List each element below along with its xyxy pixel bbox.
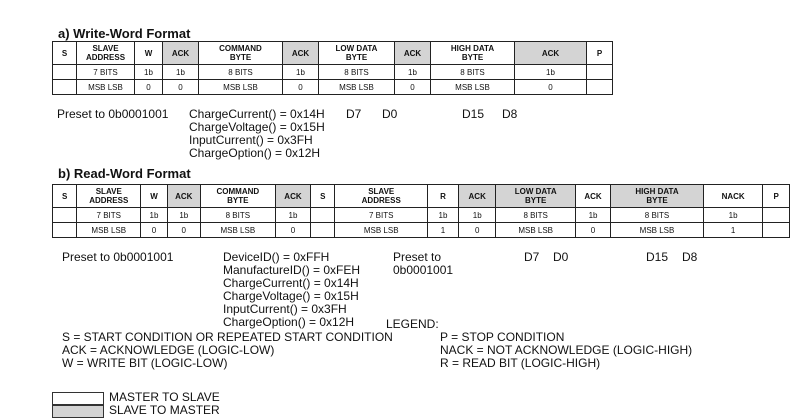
write-command-1: ChargeVoltage() = 0x15H [189, 120, 325, 134]
cell: MSB LSB [199, 80, 283, 95]
cell: 0 [163, 80, 199, 95]
cell: 0 [283, 80, 319, 95]
cell: 7 BITS [335, 208, 428, 223]
write-high-d8: D8 [502, 107, 518, 121]
read-preset-note: Preset to 0b0001001 [62, 250, 174, 264]
legend-write-bit: W = WRITE BIT (LOGIC-LOW) [62, 356, 228, 370]
master-to-slave-swatch [52, 392, 104, 405]
legend-ack: ACK = ACKNOWLEDGE (LOGIC-LOW) [62, 343, 275, 357]
read-low-d7: D7 [524, 250, 540, 264]
cell: HIGH DATA BYTE [611, 185, 704, 208]
cell: 8 BITS [611, 208, 704, 223]
cell: W [141, 185, 167, 208]
cell [53, 223, 77, 238]
read-high-d15: D15 [646, 250, 669, 264]
cell [763, 223, 790, 238]
cell [587, 80, 613, 95]
legend-stop-condition: P = STOP CONDITION [440, 330, 565, 344]
cell: 1b [395, 65, 431, 80]
cell: MSB LSB [611, 223, 704, 238]
read-header-row [53, 185, 790, 208]
write-command-3: ChargeOption() = 0x12H [189, 146, 321, 160]
cell: 1b [458, 208, 496, 223]
read-command-4: InputCurrent() = 0x3FH [223, 302, 347, 316]
cell: 8 BITS [319, 65, 395, 80]
cell: ACK [395, 42, 431, 65]
legend-nack: NACK = NOT ACKNOWLEDGE (LOGIC-HIGH) [440, 343, 693, 357]
cell: SLAVE ADDRESS [77, 42, 135, 65]
read-command-3: ChargeVoltage() = 0x15H [223, 289, 359, 303]
read-word-table [52, 184, 790, 238]
read-high-d8: D8 [682, 250, 698, 264]
cell: 1b [167, 208, 200, 223]
write-word-heading: a) Write-Word Format [58, 26, 191, 41]
cell: 1 [703, 223, 763, 238]
cell: MSB LSB [496, 223, 575, 238]
write-preset-note: Preset to 0b0001001 [57, 107, 169, 121]
cell: P [587, 42, 613, 65]
cell [53, 80, 77, 95]
cell: 0 [167, 223, 200, 238]
cell: 7 BITS [77, 65, 135, 80]
cell [763, 208, 790, 223]
cell: R [428, 185, 459, 208]
read-word-heading: b) Read-Word Format [58, 166, 191, 181]
read-bits-row [53, 208, 790, 223]
cell: 0 [135, 80, 163, 95]
cell: 1b [135, 65, 163, 80]
cell [311, 223, 335, 238]
legend-title: LEGEND: [386, 317, 439, 331]
cell: 1b [283, 65, 319, 80]
write-high-d15: D15 [462, 107, 485, 121]
cell: 0 [515, 80, 587, 95]
write-command-0: ChargeCurrent() = 0x14H [189, 107, 325, 121]
slave-to-master-label: SLAVE TO MASTER [109, 403, 220, 417]
cell: S [53, 42, 77, 65]
cell [587, 65, 613, 80]
legend-start-condition: S = START CONDITION OR REPEATED START CONDITION [62, 330, 393, 344]
cell: COMMAND BYTE [200, 185, 275, 208]
cell [311, 208, 335, 223]
cell: LOW DATA BYTE [319, 42, 395, 65]
cell: HIGH DATA BYTE [431, 42, 515, 65]
cell: ACK [575, 185, 610, 208]
read-command-5: ChargeOption() = 0x12H [223, 315, 355, 329]
cell: S [53, 185, 77, 208]
cell: MSB LSB [77, 223, 141, 238]
legend-read-bit: R = READ BIT (LOGIC-HIGH) [440, 356, 601, 370]
cell: ACK [283, 42, 319, 65]
cell: W [135, 42, 163, 65]
read-preset2-line2: 0b0001001 [393, 263, 454, 277]
cell: 1b [275, 208, 310, 223]
cell: 8 BITS [496, 208, 575, 223]
read-command-1: ManufactureID() = 0xFEH [223, 263, 361, 277]
write-value-row [53, 80, 613, 95]
cell: ACK [515, 42, 587, 65]
cell: 1b [428, 208, 459, 223]
cell: 0 [575, 223, 610, 238]
write-header-row [53, 42, 613, 65]
slave-to-master-swatch [52, 405, 104, 418]
cell: ACK [163, 42, 199, 65]
write-command-2: InputCurrent() = 0x3FH [189, 133, 313, 147]
cell: MSB LSB [431, 80, 515, 95]
cell: ACK [167, 185, 200, 208]
cell: 8 BITS [200, 208, 275, 223]
cell: 1b [515, 65, 587, 80]
cell: S [311, 185, 335, 208]
cell [53, 208, 77, 223]
read-command-2: ChargeCurrent() = 0x14H [223, 276, 359, 290]
cell: LOW DATA BYTE [496, 185, 575, 208]
cell: SLAVE ADDRESS [77, 185, 141, 208]
cell: SLAVE ADDRESS [335, 185, 428, 208]
write-bits-row [53, 65, 613, 80]
cell: ACK [275, 185, 310, 208]
cell: 8 BITS [199, 65, 283, 80]
read-preset2-line1: Preset to [393, 250, 442, 264]
cell: ACK [458, 185, 496, 208]
cell: 1b [703, 208, 763, 223]
cell: MSB LSB [335, 223, 428, 238]
write-low-d0: D0 [382, 107, 398, 121]
cell: MSB LSB [77, 80, 135, 95]
master-to-slave-label: MASTER TO SLAVE [109, 390, 220, 404]
cell: NACK [703, 185, 763, 208]
read-command-0: DeviceID() = 0xFFH [223, 250, 330, 264]
cell: 0 [458, 223, 496, 238]
cell: 0 [141, 223, 167, 238]
read-value-row [53, 223, 790, 238]
write-low-d7: D7 [346, 107, 362, 121]
write-word-table [52, 41, 613, 95]
cell: MSB LSB [319, 80, 395, 95]
cell: 1b [163, 65, 199, 80]
read-low-d0: D0 [553, 250, 569, 264]
cell: 0 [275, 223, 310, 238]
cell: 8 BITS [431, 65, 515, 80]
cell: 1 [428, 223, 459, 238]
cell: P [763, 185, 790, 208]
cell: 0 [395, 80, 431, 95]
cell: 1b [575, 208, 610, 223]
cell: 7 BITS [77, 208, 141, 223]
cell: MSB LSB [200, 223, 275, 238]
cell [53, 65, 77, 80]
cell: COMMAND BYTE [199, 42, 283, 65]
cell: 1b [141, 208, 167, 223]
